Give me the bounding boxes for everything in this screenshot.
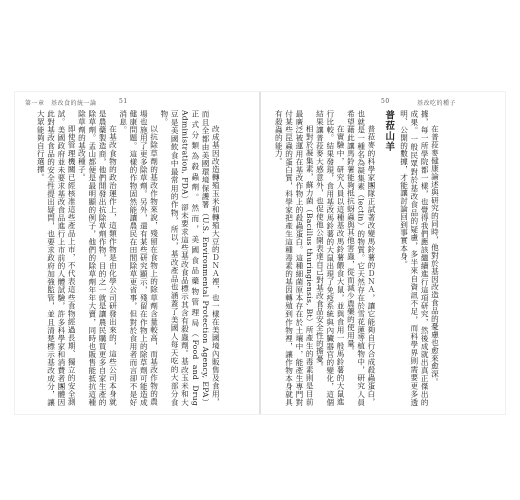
right-intro-paragraph: 據，每一所學院都一樣，也覺得我們應該繼續進行這項研究，然後成就出真正傑出的成果。一般民眾對於基改食品的疑慮，多半來自資訊不足，而科學界則需要更多透明、公開的數據，才能讓討論回到事實本身。 bbox=[399, 110, 430, 406]
right-running-title: 基改吃的種子 bbox=[417, 100, 457, 107]
left-running-title: 第一章 基改食的統一論 bbox=[25, 100, 97, 107]
left-page-number: 51 bbox=[119, 98, 128, 105]
right-page bbox=[273, 110, 487, 406]
book-gutter bbox=[259, 92, 261, 414]
left-body-paragraph: 以抗除草劑的基改作物來說，殘留在食物上的除草劑含量較高，而基改作物的農場也施用了更多除草劑。另外，還有某些研究顯示，殘留在作物上的除草劑可能造成健康問題。這樣的作物固然能讓農民在田間除草更省事，但對於食用者而言卻不是好消息。 bbox=[118, 110, 159, 406]
right-body-paragraph: 普菈麥的科學家團隊正試著改變馬鈴薯的ＤＮＡ，讓它能夠自行合成殺蟲蛋白，也就是一種名為凝集素（lectin）的物質。它天然存在於雪花蓮等植物中，研究人員希望藉此讓馬鈴薯能夠抵抗蚜蟲與其他害蟲，從而減少農藥的使用量。 bbox=[346, 110, 376, 406]
right-body-paragraph: 在實驗中，研究人員以這種基改馬鈴薯餵食大鼠，並與食用一般馬鈴薯的大鼠進行比較。結果發現，食用基改馬鈴薯的大鼠出現了免疫系統與內臟器官的變化，這個結果讓普菈麥大感意外，也促使他公開表達自己對基改食品安全性的擔憂。 bbox=[315, 110, 346, 406]
left-body-paragraph: 改成基因改造轉殖玉米和轉殖大豆的ＤＮＡ裡，也一樣在美國境內販售及食用，而且全都由美國環境保護署（U.S. Environmental Protection Agency, EPA）正式分類為殺蟲劑。然而，美國食品藥物管理局（Food and Drug Administration, FDA）卻未要求這些基改食品標示其含有殺蟲劑。基改玉米和大豆是美國飲食中最常用的作物，所以，基改產品也涵蓋了美國人每天吃的大部分食物。 bbox=[159, 110, 221, 406]
left-body-paragraph: 在基改食物的政治運作上，這類作物是由化學公司研發出來的，這些公司本身就是農藥製造商，他們開發出抗除草劑作物，目的之一就是讓農民購買更多自家生產的除草劑。孟山都便是最明顯的例子，他們的除草劑年年大賣，同時也販售能抵抗這種除草劑的基改種子。 bbox=[77, 110, 118, 406]
left-body-paragraph: 即使管理機關已經核准這些產品上市，不代表這些食物經過長期、獨立的安全測試。美國政府並未要求基改食品進行上市前的人體試驗，許多科學家和消費者團體因此對基改食品的安全性提出疑問，也要求政府加強監管，並且清楚標示基改成分，讓大眾能夠自行選擇。 bbox=[36, 110, 77, 406]
book-spread bbox=[15, 92, 505, 414]
right-page-text bbox=[273, 110, 439, 406]
section-heading: 普菈山羊 bbox=[383, 110, 395, 152]
right-intro-paragraph: 在普菈麥健康論述與研究的同時，他對於基因改造食品的憂慮也愈來愈深。 bbox=[430, 125, 440, 386]
left-page-text bbox=[35, 110, 220, 406]
right-page-number: 50 bbox=[381, 98, 390, 105]
right-body-paragraph: 相對於凝集素，蘇力菌（Bacillus thuringiensis, Bt）所產生的毒素則是目前最廣泛被運用在基改作物上的殺蟲蛋白。這種細菌原本存在於土壤中，能產生專門對付某些昆蟲的蛋白質，科學家把產生這種毒素的基因轉殖到作物裡，讓作物本身就具有殺蟲的能力。 bbox=[274, 110, 315, 406]
left-page bbox=[35, 110, 253, 406]
